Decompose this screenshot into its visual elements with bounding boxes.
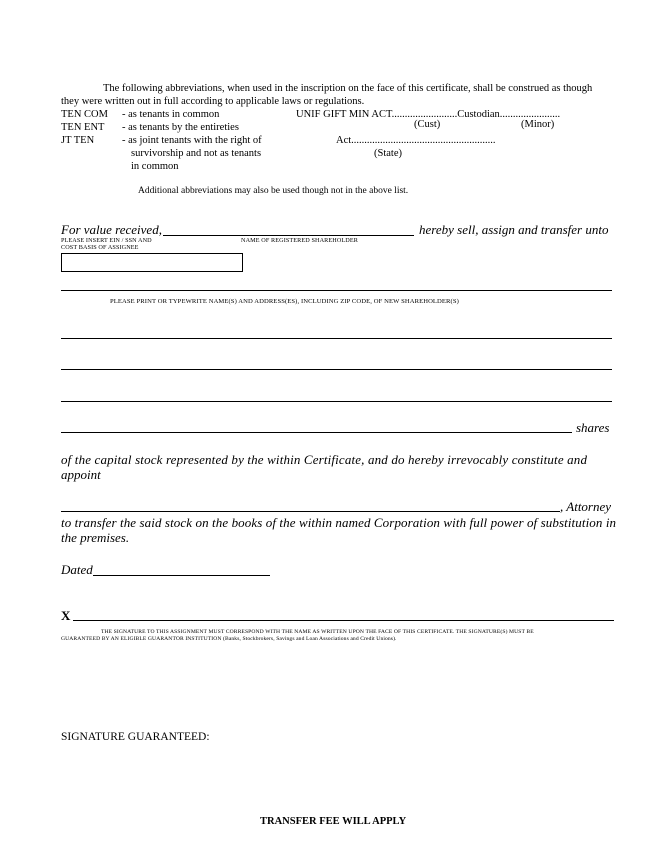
- unif-cust-label: (Cust): [414, 119, 441, 130]
- unif-act-line: Act.......................................................: [336, 135, 496, 146]
- signature-notice-line-1: THE SIGNATURE TO THIS ASSIGNMENT MUST CORRESPOND WITH THE NAME AS WRITTEN UPON THE FACE OF THIS CERTIFICATE. THE SIGNATURE(S) MUST BE: [101, 629, 534, 635]
- unif-gift-line: UNIF GIFT MIN ACT.........................Custodian.......................: [296, 109, 561, 120]
- transfer-fee-notice: TRANSFER FEE WILL APPLY: [260, 816, 407, 827]
- abbr-ten-com-desc: - as tenants in common: [122, 109, 220, 120]
- transfer-text-line-2: the premises.: [61, 530, 130, 545]
- signature-notice-line-2: GUARANTEED BY AN ELIGIBLE GUARANTOR INSTITUTION (Banks, Stockbrokers, Savings and Loan Associations and Credit Unions).: [61, 636, 397, 642]
- new-shareholder-line-3[interactable]: [61, 369, 612, 370]
- registered-shareholder-label: NAME OF REGISTERED SHAREHOLDER: [241, 237, 358, 244]
- abbr-jt-ten-desc-2: survivorship and not as tenants: [131, 148, 262, 159]
- new-shareholder-line-2[interactable]: [61, 338, 612, 339]
- signature-line[interactable]: [73, 620, 614, 621]
- unif-state-label: (State): [374, 148, 402, 159]
- registered-shareholder-line[interactable]: [163, 235, 414, 236]
- abbr-jt-ten-desc-3: in common: [131, 161, 179, 172]
- new-shareholder-line-1[interactable]: [61, 290, 612, 291]
- intro-line-1: The following abbreviations, when used in the inscription on the face of this certificate, shall be construed as though: [103, 83, 593, 94]
- abbr-jt-ten: JT TEN: [61, 135, 95, 146]
- dated-label: Dated: [61, 562, 93, 577]
- capital-stock-line-1: of the capital stock represented by the within Certificate, and do hereby irrevocably constitute and: [61, 452, 588, 467]
- abbr-jt-ten-desc: - as joint tenants with the right of: [122, 135, 262, 146]
- signature-x-mark: X: [61, 608, 71, 623]
- capital-stock-line-2: appoint: [61, 467, 101, 482]
- ein-ssn-input-box[interactable]: [61, 253, 243, 272]
- signature-guaranteed-label: SIGNATURE GUARANTEED:: [61, 731, 210, 743]
- additional-abbreviations-note: Additional abbreviations may also be used though not in the above list.: [138, 186, 409, 196]
- transfer-text-line-1: to transfer the said stock on the books of the within named Corporation with full power of substitution in: [61, 515, 617, 530]
- new-shareholder-line-4[interactable]: [61, 401, 612, 402]
- hereby-transfer-text: hereby sell, assign and transfer unto: [419, 222, 609, 237]
- dated-line[interactable]: [93, 575, 270, 576]
- insert-ein-label-1: PLEASE INSERT EIN / SSN AND: [61, 237, 152, 244]
- for-value-received: For value received,: [61, 222, 162, 237]
- abbr-ten-ent: TEN ENT: [61, 122, 105, 133]
- attorney-line[interactable]: [61, 511, 560, 512]
- shares-label: shares: [576, 420, 610, 435]
- print-instruction: PLEASE PRINT OR TYPEWRITE NAME(S) AND ADDRESS(ES), INCLUDING ZIP CODE, OF NEW SHAREHOLDER(S): [110, 298, 459, 305]
- intro-line-2: they were written out in full according to applicable laws or regulations.: [61, 96, 365, 107]
- abbr-ten-ent-desc: - as tenants by the entireties: [122, 122, 239, 133]
- unif-minor-label: (Minor): [521, 119, 555, 130]
- insert-ein-label-2: COST BASIS OF ASSIGNEE: [61, 244, 139, 251]
- attorney-label: , Attorney: [560, 499, 612, 514]
- shares-line[interactable]: [61, 432, 572, 433]
- abbr-ten-com: TEN COM: [61, 109, 108, 120]
